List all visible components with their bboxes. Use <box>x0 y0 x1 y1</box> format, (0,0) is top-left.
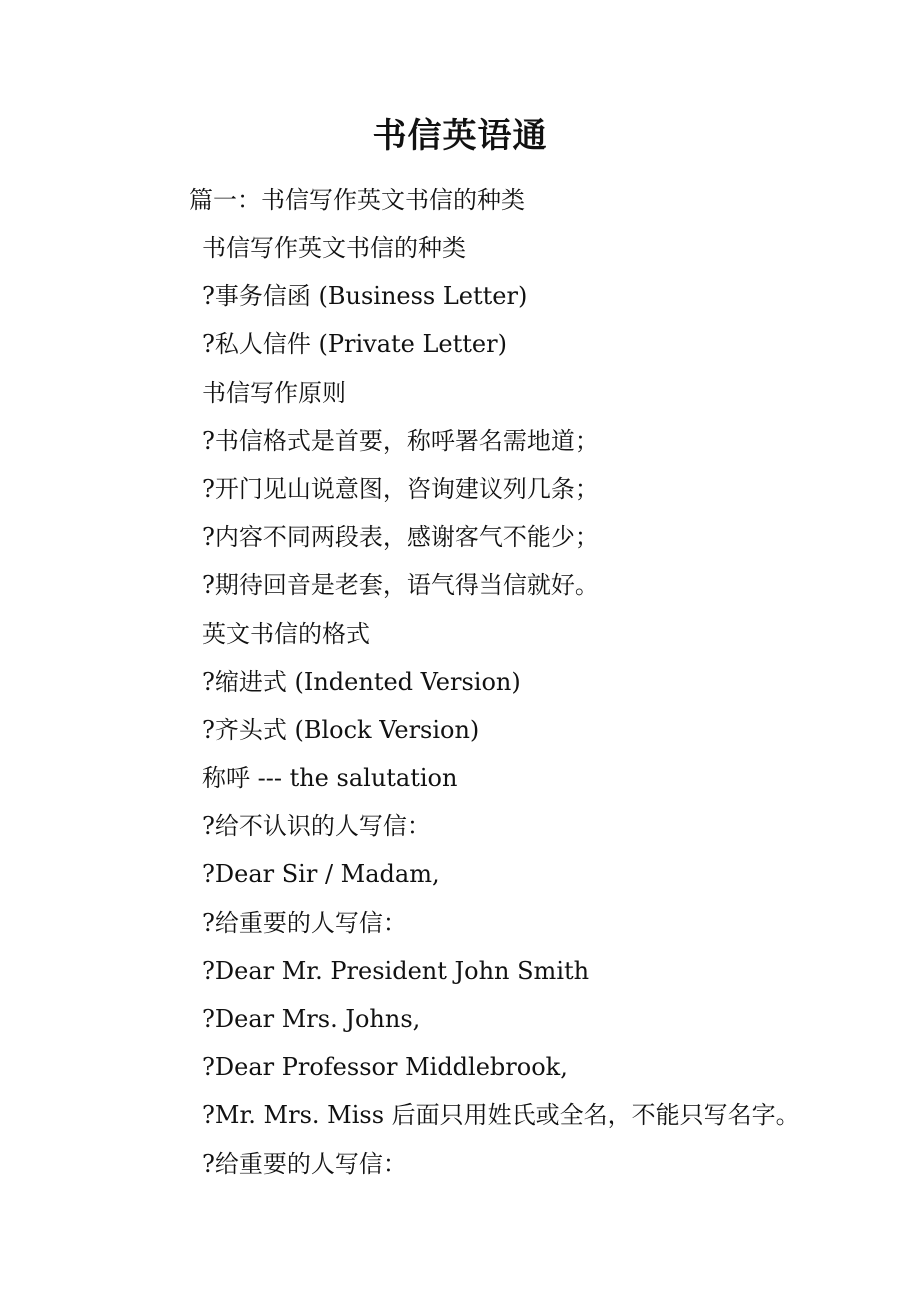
body-line: ?Dear Sir / Madam, <box>202 860 440 889</box>
document-title: 书信英语通 <box>372 116 548 156</box>
body-line: ?Dear Mr. President John Smith <box>202 956 590 985</box>
body-line: ?Dear Professor Middlebrook, <box>202 1053 568 1082</box>
body-line: ?齐头式 (Block Version) <box>202 715 480 744</box>
body-line: ?给重要的人写信： <box>202 908 407 937</box>
body-line: 英文书信的格式 <box>202 619 370 648</box>
section-heading: 篇一：书信写作英文书信的种类 <box>189 186 525 214</box>
body-line: 书信写作英文书信的种类 <box>202 234 466 262</box>
body-line: ?内容不同两段表，感谢客气不能少； <box>202 523 599 552</box>
body-line: 称呼 --- the salutation <box>202 764 458 793</box>
body-line: ?给不认识的人写信： <box>202 812 431 841</box>
body-line: ?期待回音是老套，语气得当信就好。 <box>202 571 599 600</box>
body-line: ?开门见山说意图，咨询建议列几条； <box>202 474 599 503</box>
body-line: ?事务信函 (Business Letter) <box>202 282 528 311</box>
body-line: ?Mr. Mrs. Miss 后面只用姓氏或全名，不能只写名字。 <box>202 1101 800 1130</box>
body-line: ?给重要的人写信： <box>202 1149 407 1178</box>
body-line: 书信写作原则 <box>202 378 346 407</box>
body-line: ?缩进式 (Indented Version) <box>202 667 521 696</box>
body-line: ?书信格式是首要，称呼署名需地道； <box>202 426 599 455</box>
body-line: ?私人信件 (Private Letter) <box>202 330 507 359</box>
body-line: ?Dear Mrs. Johns, <box>202 1005 421 1033</box>
document-body <box>202 226 800 1190</box>
